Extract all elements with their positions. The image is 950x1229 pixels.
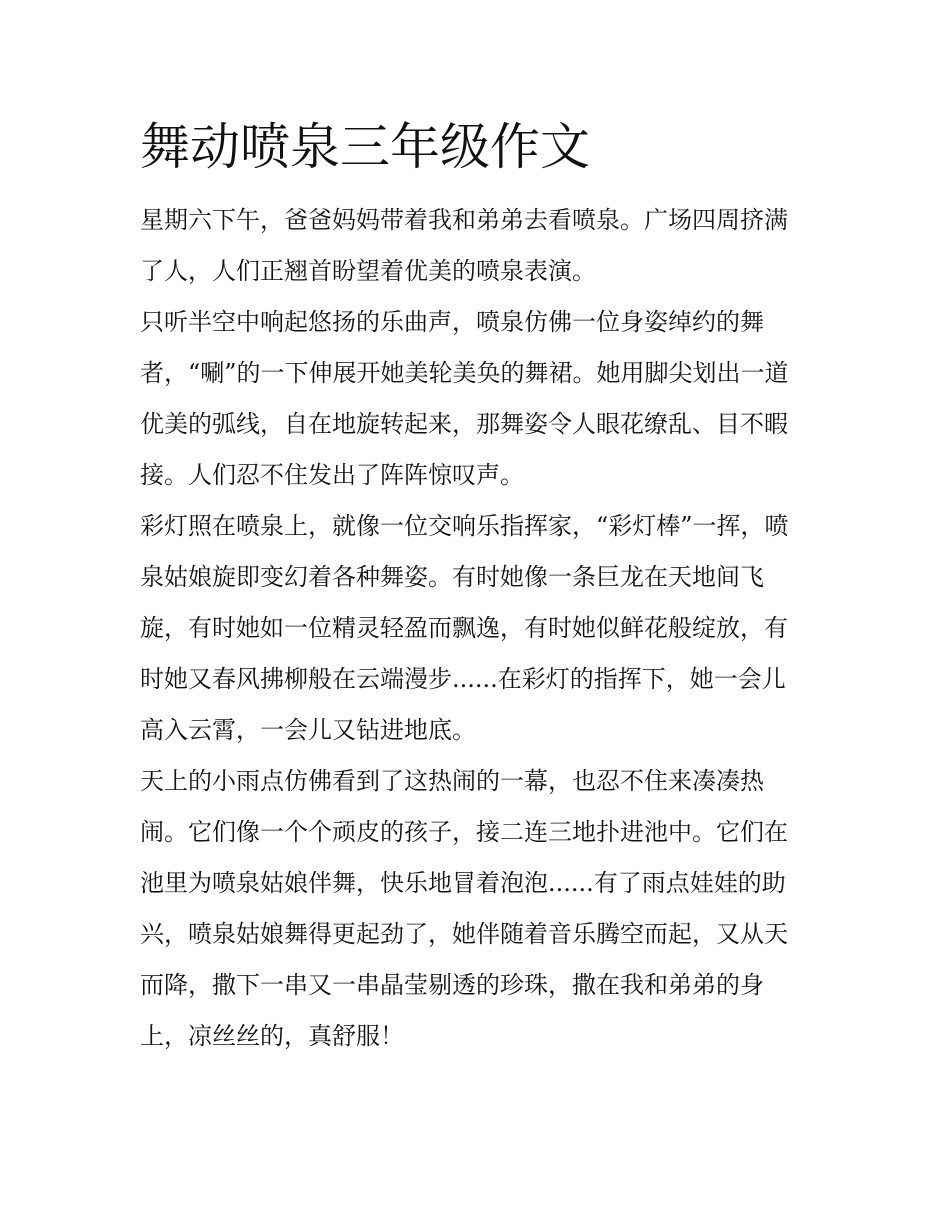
text-line: 闹。它们像一个个顽皮的孩子，接二连三地扑进池中。它们在 (140, 818, 788, 846)
text-line: 者，“唰”的一下伸展开她美轮美奂的舞裙。她用脚尖划出一道 (140, 359, 789, 387)
text-line: 只听半空中响起悠扬的乐曲声，喷泉仿佛一位身姿绰约的舞 (140, 308, 764, 336)
paragraph-1 (140, 195, 820, 297)
text-line: 时她又春风拂柳般在云端漫步......在彩灯的指挥下，她一会儿 (140, 665, 786, 693)
text-line: 天上的小雨点仿佛看到了这热闹的一幕，也忍不住来凑凑热 (140, 767, 764, 795)
paragraph-3 (140, 501, 820, 756)
text-line: 优美的弧线，自在地旋转起来，那舞姿令人眼花缭乱、目不暇 (140, 410, 788, 438)
text-line: 池里为喷泉姑娘伴舞，快乐地冒着泡泡......有了雨点娃娃的助 (140, 869, 786, 897)
text-line: 兴，喷泉姑娘舞得更起劲了，她伴随着音乐腾空而起，又从天 (140, 920, 788, 948)
text-line: 接。人们忍不住发出了阵阵惊叹声。 (140, 461, 524, 489)
text-line: 高入云霄，一会儿又钻进地底。 (140, 716, 476, 744)
text-line: 星期六下午，爸爸妈妈带着我和弟弟去看喷泉。广场四周挤满 (140, 206, 788, 234)
paragraph-4 (140, 756, 820, 1062)
paragraph-2 (140, 297, 820, 501)
text-line: 上，凉丝丝的，真舒服！ (140, 1022, 404, 1050)
document-title: 舞动喷泉三年级作文 (140, 118, 590, 176)
document-body (140, 195, 820, 1062)
text-line: 泉姑娘旋即变幻着各种舞姿。有时她像一条巨龙在天地间飞 (140, 563, 764, 591)
text-line: 而降，撒下一串又一串晶莹剔透的珍珠，撒在我和弟弟的身 (140, 971, 764, 999)
text-line: 彩灯照在喷泉上，就像一位交响乐指挥家，“彩灯棒”一挥，喷 (140, 512, 789, 540)
text-line: 旋，有时她如一位精灵轻盈而飘逸，有时她似鲜花般绽放，有 (140, 614, 788, 642)
text-line: 了人，人们正翘首盼望着优美的喷泉表演。 (140, 257, 596, 285)
